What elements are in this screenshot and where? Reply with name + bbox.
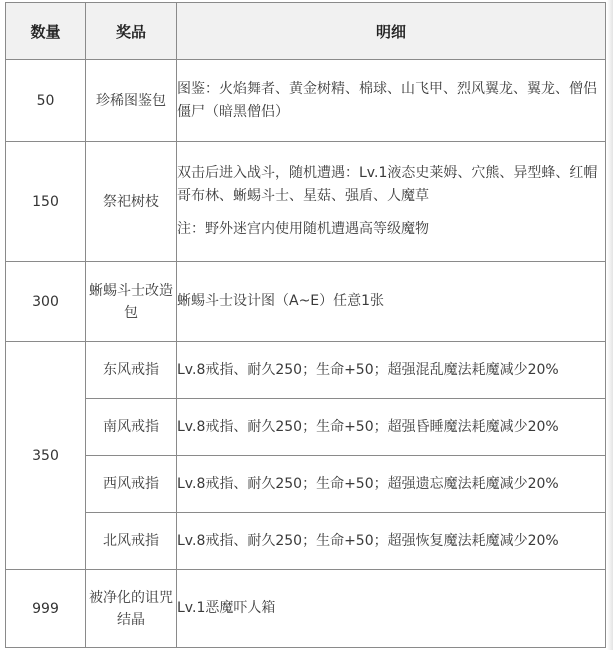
prize-cell: 珍稀图鉴包 [86, 60, 177, 142]
table-row [6, 142, 606, 262]
table-row [6, 570, 606, 648]
header-quantity: 数量 [6, 3, 86, 60]
prize-cell: 南风戒指 [86, 399, 177, 456]
prize-cell: 西风戒指 [86, 456, 177, 513]
table-row [6, 399, 606, 456]
detail-cell [177, 60, 606, 142]
table-row [6, 342, 606, 399]
prize-cell: 东风戒指 [86, 342, 177, 399]
prize-cell: 蜥蜴斗士改造包 [86, 262, 177, 342]
detail-cell [177, 142, 606, 262]
quantity-cell: 350 [6, 342, 86, 570]
header-prize: 奖品 [86, 3, 177, 60]
quantity-cell: 150 [6, 142, 86, 262]
right-edge-shadow [607, 0, 613, 650]
table-row [6, 456, 606, 513]
detail-text: Lv.1恶魔吓人箱 [177, 600, 276, 616]
detail-cell: Lv.8戒指、耐久250；生命+50；超强混乱魔法耗魔减少20% [177, 342, 606, 399]
detail-cell: Lv.8戒指、耐久250；生命+50；超强昏睡魔法耗魔减少20% [177, 399, 606, 456]
prize-cell: 祭祀树枝 [86, 142, 177, 262]
detail-cell [177, 570, 606, 648]
detail-cell [177, 262, 606, 342]
quantity-cell: 999 [6, 570, 86, 648]
detail-text: 蜥蜴斗士设计图（A~E）任意1张 [177, 293, 385, 309]
header-detail: 明细 [177, 3, 606, 60]
detail-text: 双击后进入战斗，随机遭遇：Lv.1液态史莱姆、穴熊、异型蜂、红帽哥布林、蜥蜴斗士、星菇、强盾、人魔草 [177, 165, 598, 204]
table-row [6, 60, 606, 142]
prize-cell: 北风戒指 [86, 513, 177, 570]
detail-cell: Lv.8戒指、耐久250；生命+50；超强遗忘魔法耗魔减少20% [177, 456, 606, 513]
reward-table [5, 2, 606, 648]
quantity-cell: 50 [6, 60, 86, 142]
detail-text: 图鉴：火焰舞者、黄金树精、棉球、山飞甲、烈风翼龙、翼龙、僧侣僵尸（暗黑僧侣） [177, 80, 597, 120]
quantity-cell: 300 [6, 262, 86, 342]
detail-note: 注：野外迷宫内使用随机遭遇高等级魔物 [177, 221, 429, 237]
table-row [6, 262, 606, 342]
detail-cell: Lv.8戒指、耐久250；生命+50；超强恢复魔法耗魔减少20% [177, 513, 606, 570]
prize-cell: 被净化的诅咒结晶 [86, 570, 177, 648]
table-row [6, 513, 606, 570]
header-row [6, 3, 606, 60]
